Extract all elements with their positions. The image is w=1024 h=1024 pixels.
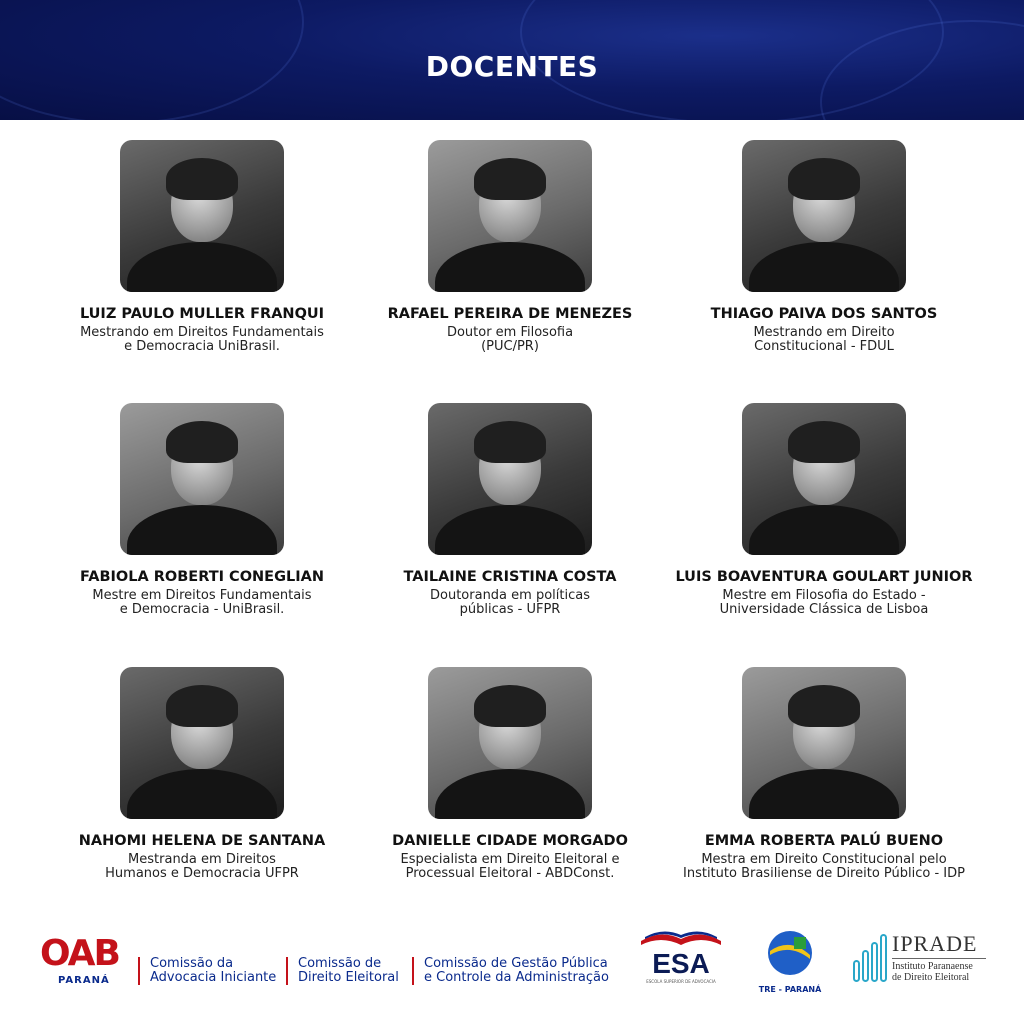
docente-card — [52, 667, 352, 881]
docente-description: Mestrando em Direitos Fundamentais e Democracia UniBrasil. — [80, 325, 324, 354]
docente-description: Especialista em Direito Eleitoral e Processual Eleitoral - ABDConst. — [400, 852, 620, 881]
docente-photo — [120, 403, 284, 555]
commission-direito-eleitoral: Comissão de Direito Eleitoral — [286, 957, 399, 985]
oab-logo-subtitle: PARANÁ — [58, 975, 110, 986]
docente-description: Mestranda em Direitos Humanos e Democracia UFPR — [105, 852, 299, 881]
esa-logo — [636, 927, 726, 997]
docente-name: DANIELLE CIDADE MORGADO — [392, 833, 628, 849]
docente-description: Mestrando em Direito Constitucional - FDUL — [753, 325, 895, 354]
docente-card — [674, 667, 974, 881]
footer-logos — [0, 915, 1024, 1024]
docente-description: Mestre em Filosofia do Estado - Universidade Clássica de Lisboa — [719, 588, 929, 617]
header-banner — [0, 0, 1024, 120]
docente-card — [52, 403, 352, 617]
oab-logo-text: OAB — [40, 933, 119, 974]
commission-gestao-publica: Comissão de Gestão Pública e Controle da Administração — [412, 957, 609, 985]
tre-emblem-icon — [764, 929, 816, 979]
docente-photo — [742, 667, 906, 819]
iprade-logo — [852, 929, 992, 1009]
esa-logo-text: ESA — [652, 948, 710, 979]
docente-card — [674, 403, 974, 617]
docente-card — [360, 140, 660, 354]
docente-card — [360, 667, 660, 881]
docente-description: Doutoranda em políticas públicas - UFPR — [430, 588, 590, 617]
iprade-title: IPRADE — [892, 931, 978, 956]
docente-photo — [120, 667, 284, 819]
docente-photo — [742, 403, 906, 555]
docente-photo — [742, 140, 906, 292]
commission-advocacia-iniciante: Comissão da Advocacia Iniciante — [138, 957, 276, 985]
docente-name: EMMA ROBERTA PALÚ BUENO — [704, 833, 944, 849]
docente-description: Mestre em Direitos Fundamentais e Democracia - UniBrasil. — [92, 588, 312, 617]
book-icon — [639, 927, 723, 949]
page-title: DOCENTES — [425, 50, 599, 83]
iprade-subtitle: Instituto Paranaense de Direito Eleitoral — [892, 961, 973, 983]
docente-name: FABIOLA ROBERTI CONEGLIAN — [80, 569, 324, 585]
esa-logo-subtitle: ESCOLA SUPERIOR DE ADVOCACIA — [646, 979, 716, 984]
docente-name: LUIS BOAVENTURA GOULART JUNIOR — [675, 569, 973, 585]
docente-description: Mestra em Direito Constitucional pelo Instituto Brasiliense de Direito Público - IDP — [683, 852, 965, 881]
docente-photo — [428, 667, 592, 819]
tre-logo — [758, 929, 822, 1001]
docente-name: LUIZ PAULO MULLER FRANQUI — [79, 306, 325, 322]
docente-name: NAHOMI HELENA DE SANTANA — [78, 833, 326, 849]
docente-photo — [428, 403, 592, 555]
docente-name: THIAGO PAIVA DOS SANTOS — [710, 306, 938, 322]
docente-photo — [428, 140, 592, 292]
docente-description: Doutor em Filosofia (PUC/PR) — [446, 325, 574, 354]
docente-card — [674, 140, 974, 354]
docente-photo — [120, 140, 284, 292]
divider — [892, 958, 986, 959]
docente-card — [52, 140, 352, 354]
iprade-bars-icon — [852, 933, 888, 995]
docente-name: RAFAEL PEREIRA DE MENEZES — [387, 306, 633, 322]
tre-logo-subtitle: TRE - PARANÁ — [758, 985, 822, 994]
docente-name: TAILAINE CRISTINA COSTA — [403, 569, 617, 585]
docente-card — [360, 403, 660, 617]
